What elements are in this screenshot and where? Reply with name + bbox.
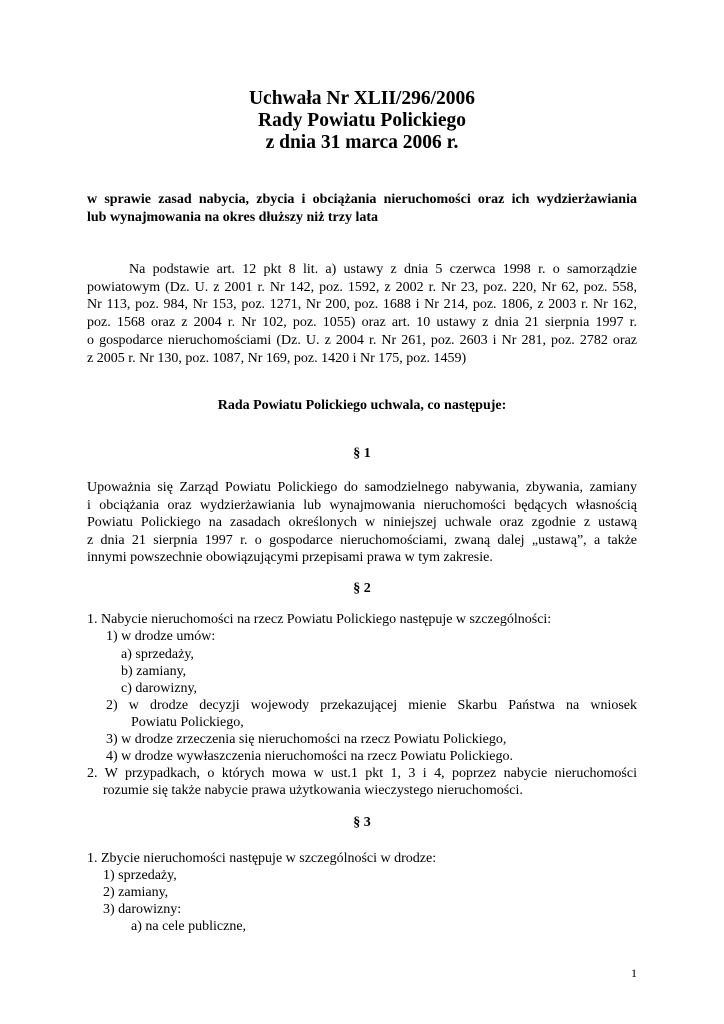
section-2-point-2-continuation: rozumie się także nabycie prawa użytkowania wieczystego nieruchomości. [103,783,523,798]
section-3-subitem-a: a) na cele publiczne, [131,919,247,934]
section-2-point-2: 2. W przypadkach, o których mowa w ust.1 pkt 1, 3 i 4, poprzez nabycie nieruchomości [87,766,637,781]
legal-basis-line: o gospodarce nieruchomościami (Dz. U. z 2004 r. Nr 261, poz. 2603 i Nr 281, poz. 2782 oraz [87,332,637,348]
legal-basis-line: z 2005 r. Nr 130, poz. 1087, Nr 169, poz. 1420 i Nr 175, poz. 1459) [87,350,467,366]
section-2-heading: § 2 [353,581,371,596]
section-2-item-3: 3) w drodze zrzeczenia się nieruchomości na rzecz Powiatu Polickiego, [106,732,507,747]
resolution-number-title: Uchwała Nr XLII/296/2006 [248,88,476,109]
section-2-item-2: 2) w drodze decyzji wojewody przekazującej mienie Skarbu Państwa na wniosek [106,698,637,713]
page-number: 1 [631,966,637,980]
legal-basis-line: Na podstawie art. 12 pkt 8 lit. a) ustawy z dnia 5 czerwca 1998 r. o samorządzie [129,262,637,277]
legal-basis-line: Nr 113, poz. 984, Nr 153, poz. 1271, Nr 200, poz. 1688 i Nr 214, poz. 1806, z 2003 r. Nr 162, [87,297,637,313]
section-2-subitem-a: a) sprzedaży, [121,647,194,662]
resolution-subject [87,191,637,227]
section-2-item-1: 1) w drodze umów: [106,629,216,644]
section-3-point-1: 1. Zbycie nieruchomości następuje w szczególności w drodze: [87,851,437,866]
section-2-subitem-c: c) darowizny, [121,681,198,696]
legal-basis-paragraph [87,261,637,367]
section-2-point-1: 1. Nabycie nieruchomości na rzecz Powiatu Polickiego następuje w szczególności: [87,612,552,627]
section-3-heading: § 3 [353,815,371,830]
resolves-statement: Rada Powiatu Polickiego uchwala, co następuje: [217,398,507,413]
section-1-line: z dnia 21 sierpnia 1997 r. o gospodarce nieruchomościami, zwaną dalej „ustawą”, a także [87,532,637,548]
subject-line: w sprawie zasad nabycia, zbycia i obciążania nieruchomości oraz ich wydzierżawiania [87,192,637,207]
section-1-heading: § 1 [353,446,371,461]
resolution-date-title: z dnia 31 marca 2006 r. [265,132,459,153]
section-2-item-4: 4) w drodze wywłaszczenia nieruchomości na rzecz Powiatu Polickiego. [106,749,514,764]
section-3-item-1: 1) sprzedaży, [103,868,177,883]
council-name-title: Rady Powiatu Polickiego [258,110,466,131]
section-1-line: Powiatu Polickiego na zasadach określonych w niniejszej uchwale oraz zgodnie z ustawą [87,515,637,530]
section-1-line: Upoważnia się Zarząd Powiatu Polickiego do samodzielnego nabywania, zbywania, zamiany [87,480,637,495]
section-2-subitem-b: b) zamiany, [121,664,187,679]
section-3-item-3: 3) darowizny: [103,902,182,917]
subject-line: lub wynajmowania na okres dłuższy niż trzy lata [87,210,379,225]
section-1-line: i obciążania oraz wydzierżawiania lub wynajmowania nieruchomości będących własnością [87,497,637,513]
section-1-paragraph [87,479,637,567]
legal-basis-line: powiatowym (Dz. U. z 2001 r. Nr 142, poz. 1592, z 2002 r. Nr 23, poz. 220, Nr 62, poz. 558, [87,279,637,295]
section-1-line: innymi powszechnie obowiązującymi przepisami prawa w tym zakresie. [87,550,493,565]
section-3-item-2: 2) zamiany, [103,885,169,900]
legal-basis-line: poz. 1568 oraz z 2004 r. Nr 102, poz. 1055) oraz art. 10 ustawy z dnia 21 sierpnia 1997 r. [87,315,637,331]
section-2-item-2-continuation: Powiatu Polickiego, [131,715,244,730]
